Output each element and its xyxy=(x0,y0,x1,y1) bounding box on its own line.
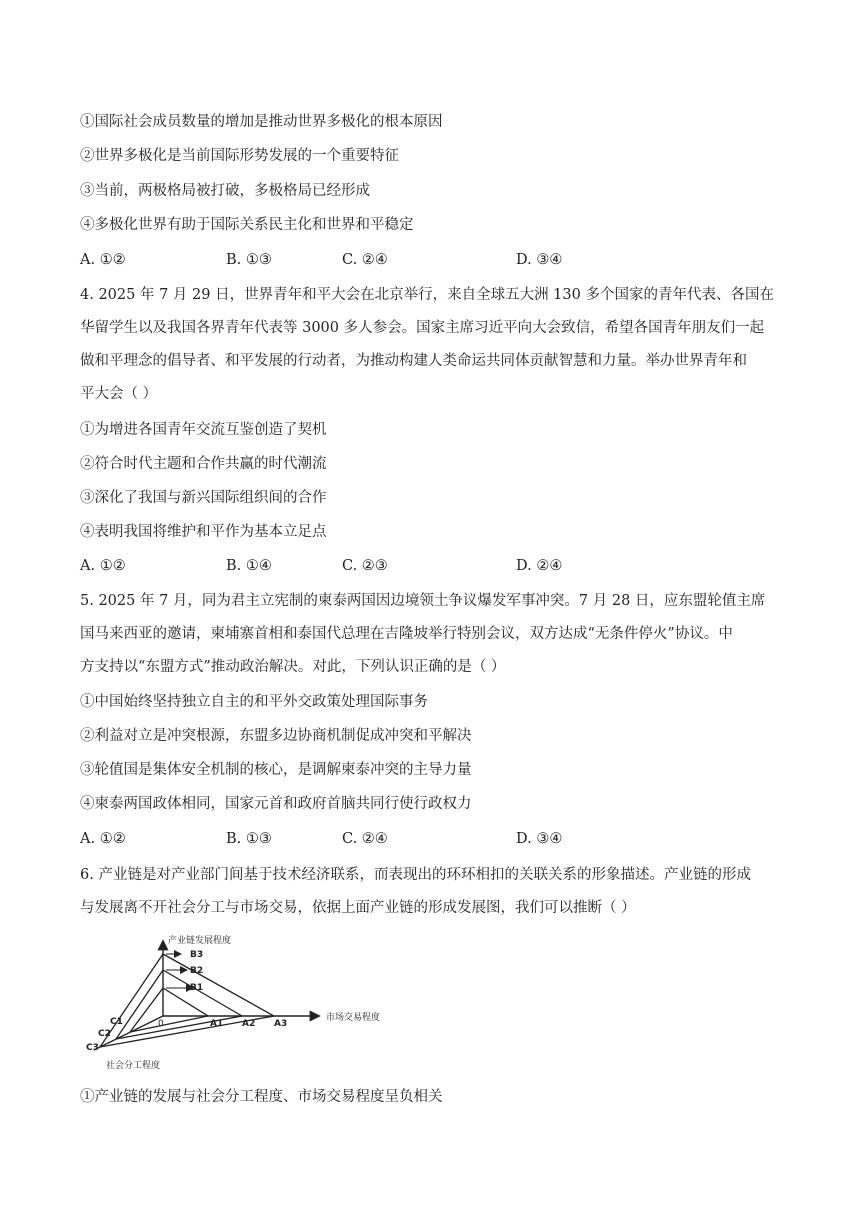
label-b2: B2 xyxy=(190,966,204,976)
q5-item-3: ③轮值国是集体安全机制的核心，是调解柬泰冲突的主导力量 xyxy=(80,762,472,778)
q3-item-4: ④多极化世界有助于国际关系民主化和世界和平稳定 xyxy=(80,217,414,233)
q4-option-c[interactable]: C. ②③ xyxy=(342,558,388,574)
label-b3: B3 xyxy=(190,950,204,960)
q5-option-c[interactable]: C. ②④ xyxy=(342,831,388,847)
q5-option-b[interactable]: B. ①③ xyxy=(226,831,272,847)
q4-item-1: ①为增进各国青年交流互鉴创造了契机 xyxy=(80,422,327,438)
industry-chain-diagram xyxy=(80,928,410,1078)
q4-item-3: ③深化了我国与新兴国际组织间的合作 xyxy=(80,490,327,506)
z-axis-label: 社会分工程度 xyxy=(106,1061,161,1071)
q3-option-c[interactable]: C. ②④ xyxy=(342,252,388,268)
q6-item-1: ①产业链的发展与社会分工程度、市场交易程度呈负相关 xyxy=(80,1089,443,1105)
q5-option-a[interactable]: A. ①② xyxy=(80,831,126,847)
q5-stem-line-1: 5. 2025 年 7 月，同为君主立宪制的柬泰两国因边境领土争议爆发军事冲突。7 月 28 日，应东盟轮值主席 xyxy=(80,593,766,609)
q5-item-2: ②利益对立是冲突根源，东盟多边协商机制促成冲突和平解决 xyxy=(80,728,472,744)
label-a3: A3 xyxy=(274,1019,288,1029)
q3-option-d[interactable]: D. ③④ xyxy=(516,252,563,268)
label-c1: C1 xyxy=(110,1017,123,1027)
q3-option-a[interactable]: A. ①② xyxy=(80,252,126,268)
label-c3: C3 xyxy=(86,1043,99,1053)
q4-option-b[interactable]: B. ①④ xyxy=(226,558,272,574)
q4-stem-line-2: 华留学生以及我国各界青年代表等 3000 多人参会。国家主席习近平向大会致信，希望各国青年朋友们一起 xyxy=(80,320,765,336)
q6-stem-line-1: 6. 产业链是对产业部门间基于技术经济联系，而表现出的环环相扣的关联关系的形象描述。产业链的形成 xyxy=(80,867,751,883)
q5-stem-line-2: 国马来西亚的邀请，柬埔寨首相和泰国代总理在吉隆坡举行特别会议，双方达成“无条件停火”协议。中 xyxy=(80,626,733,642)
label-a1: A1 xyxy=(210,1019,224,1029)
triangle-3 xyxy=(100,954,274,1047)
q3-item-3: ③当前，两极格局被打破，多极格局已经形成 xyxy=(80,183,370,199)
q3-item-1: ①国际社会成员数量的增加是推动世界多极化的根本原因 xyxy=(80,114,443,130)
q3-option-b[interactable]: B. ①③ xyxy=(226,252,272,268)
q4-option-d[interactable]: D. ②④ xyxy=(516,558,563,574)
q4-stem-line-1: 4. 2025 年 7 月 29 日，世界青年和平大会在北京举行，来自全球五大洲 130 多个国家的青年代表、各国在 xyxy=(80,287,774,303)
triangle-1 xyxy=(130,988,208,1032)
q4-option-a[interactable]: A. ①② xyxy=(80,558,126,574)
q3-item-2: ②世界多极化是当前国际形势发展的一个重要特征 xyxy=(80,148,399,164)
origin-label: 0 xyxy=(158,1019,164,1029)
q4-item-4: ④表明我国将维护和平作为基本立足点 xyxy=(80,524,327,540)
label-b1: B1 xyxy=(190,983,204,993)
q5-item-4: ④柬泰两国政体相同，国家元首和政府首脑共同行使行政权力 xyxy=(80,796,472,812)
q5-option-d[interactable]: D. ③④ xyxy=(516,831,563,847)
label-a2: A2 xyxy=(242,1019,256,1029)
q4-stem-line-4: 平大会（ ） xyxy=(80,386,158,402)
y-axis-label: 产业链发展程度 xyxy=(168,936,232,946)
q4-stem-line-3: 做和平理念的倡导者、和平发展的行动者，为推动构建人类命运共同体贡献智慧和力量。举办世界青年和 xyxy=(80,353,747,369)
q5-stem-line-3: 方支持以“东盟方式”推动政治解决。对此，下列认识正确的是（ ） xyxy=(80,659,506,675)
label-c2: C2 xyxy=(98,1029,111,1039)
q6-stem-line-2: 与发展离不开社会分工与市场交易，依据上面产业链的形成发展图，我们可以推断（ ） xyxy=(80,900,636,916)
x-axis-label: 市场交易程度 xyxy=(326,1013,381,1023)
q4-item-2: ②符合时代主题和合作共赢的时代潮流 xyxy=(80,456,327,472)
q5-item-1: ①中国始终坚持独立自主的和平外交政策处理国际事务 xyxy=(80,694,428,710)
